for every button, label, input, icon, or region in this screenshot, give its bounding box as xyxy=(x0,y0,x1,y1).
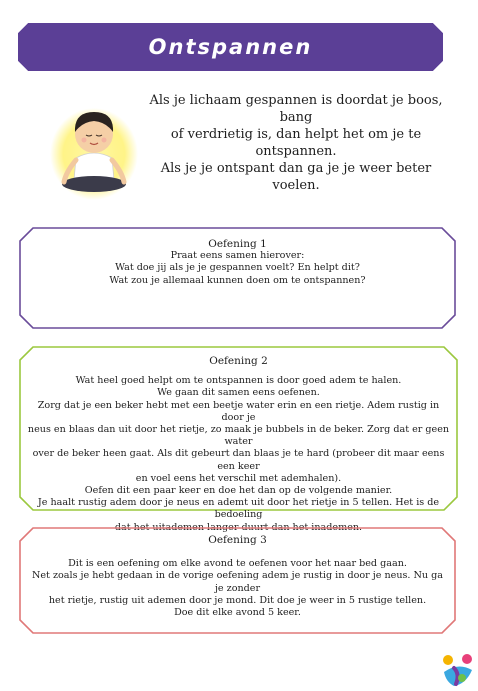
exercise-2-line: Zorg dat je een beker hebt met een beetje water erin en een rietje. Adem rustig in door je xyxy=(37,399,440,423)
meditating-child-illustration xyxy=(48,96,140,200)
page-title: Ontspannen xyxy=(148,35,313,59)
exercise-1-box xyxy=(19,227,456,329)
exercise-2-line: We gaan dit samen eens oefenen. xyxy=(157,387,320,399)
exercise-3-line: Dit is een oefening om elke avond te oefenen voor het naar bed gaan. xyxy=(68,558,407,570)
exercise-1-line: Wat zou je allemaal kunnen doen om te ontspannen? xyxy=(109,274,366,286)
brand-logo-icon xyxy=(440,650,476,688)
intro-line: Als je lichaam gespannen is doordat je boos, bang xyxy=(149,93,443,125)
intro-line: of verdrietig is, dan helpt het om je te ontspannen. xyxy=(170,127,422,159)
exercise-2-line: Je haalt rustig adem door je neus en ademt uit door het rietje in 5 tellen. Het is de bedoeling xyxy=(37,497,440,521)
exercise-2-line: Wat heel goed helpt om te ontspannen is door goed adem te halen. xyxy=(75,375,402,387)
exercise-1-title: Oefening 1 xyxy=(208,238,267,250)
exercise-1-line: Praat eens samen hierover: xyxy=(170,250,305,262)
exercise-2-box xyxy=(19,346,458,533)
exercise-2-line: over de beker heen gaat. Als dit gebeurt dan blaas je te hard (probeer dit maar eens een keer xyxy=(32,448,445,472)
exercise-3-line: Net zoals je hebt gedaan in de vorige oefening adem je rustig in door je neus. Nu ga je zonder xyxy=(31,570,444,594)
intro-line: Als je je ontspant dan ga je je weer beter voelen. xyxy=(160,161,432,193)
exercise-3-line: het rietje, rustig uit ademen door je mond. Dit doe je weer in 5 rustige tellen. xyxy=(48,594,427,606)
title-banner xyxy=(18,23,443,71)
exercise-3-title: Oefening 3 xyxy=(208,534,267,546)
exercise-3-box xyxy=(19,527,456,634)
exercise-2-line: en voel eens het verschil met ademhalen). xyxy=(135,472,342,484)
exercise-2-line: dat het uitademen langer duurt dan het inademen. xyxy=(114,521,363,533)
exercise-2-line: neus en blaas dan uit door het rietje, zo maak je bubbels in de beker. Zorg dat er geen water xyxy=(27,424,450,448)
exercise-2-line: Oefen dit een paar keer en doe het dan op de volgende manier. xyxy=(84,485,393,497)
intro-text xyxy=(142,92,450,194)
exercise-2-title: Oefening 2 xyxy=(209,355,268,367)
exercise-3-line: Doe dit elke avond 5 keer. xyxy=(174,607,301,619)
exercise-1-line: Wat doe jij als je je gespannen voelt? En helpt dit? xyxy=(115,262,360,274)
